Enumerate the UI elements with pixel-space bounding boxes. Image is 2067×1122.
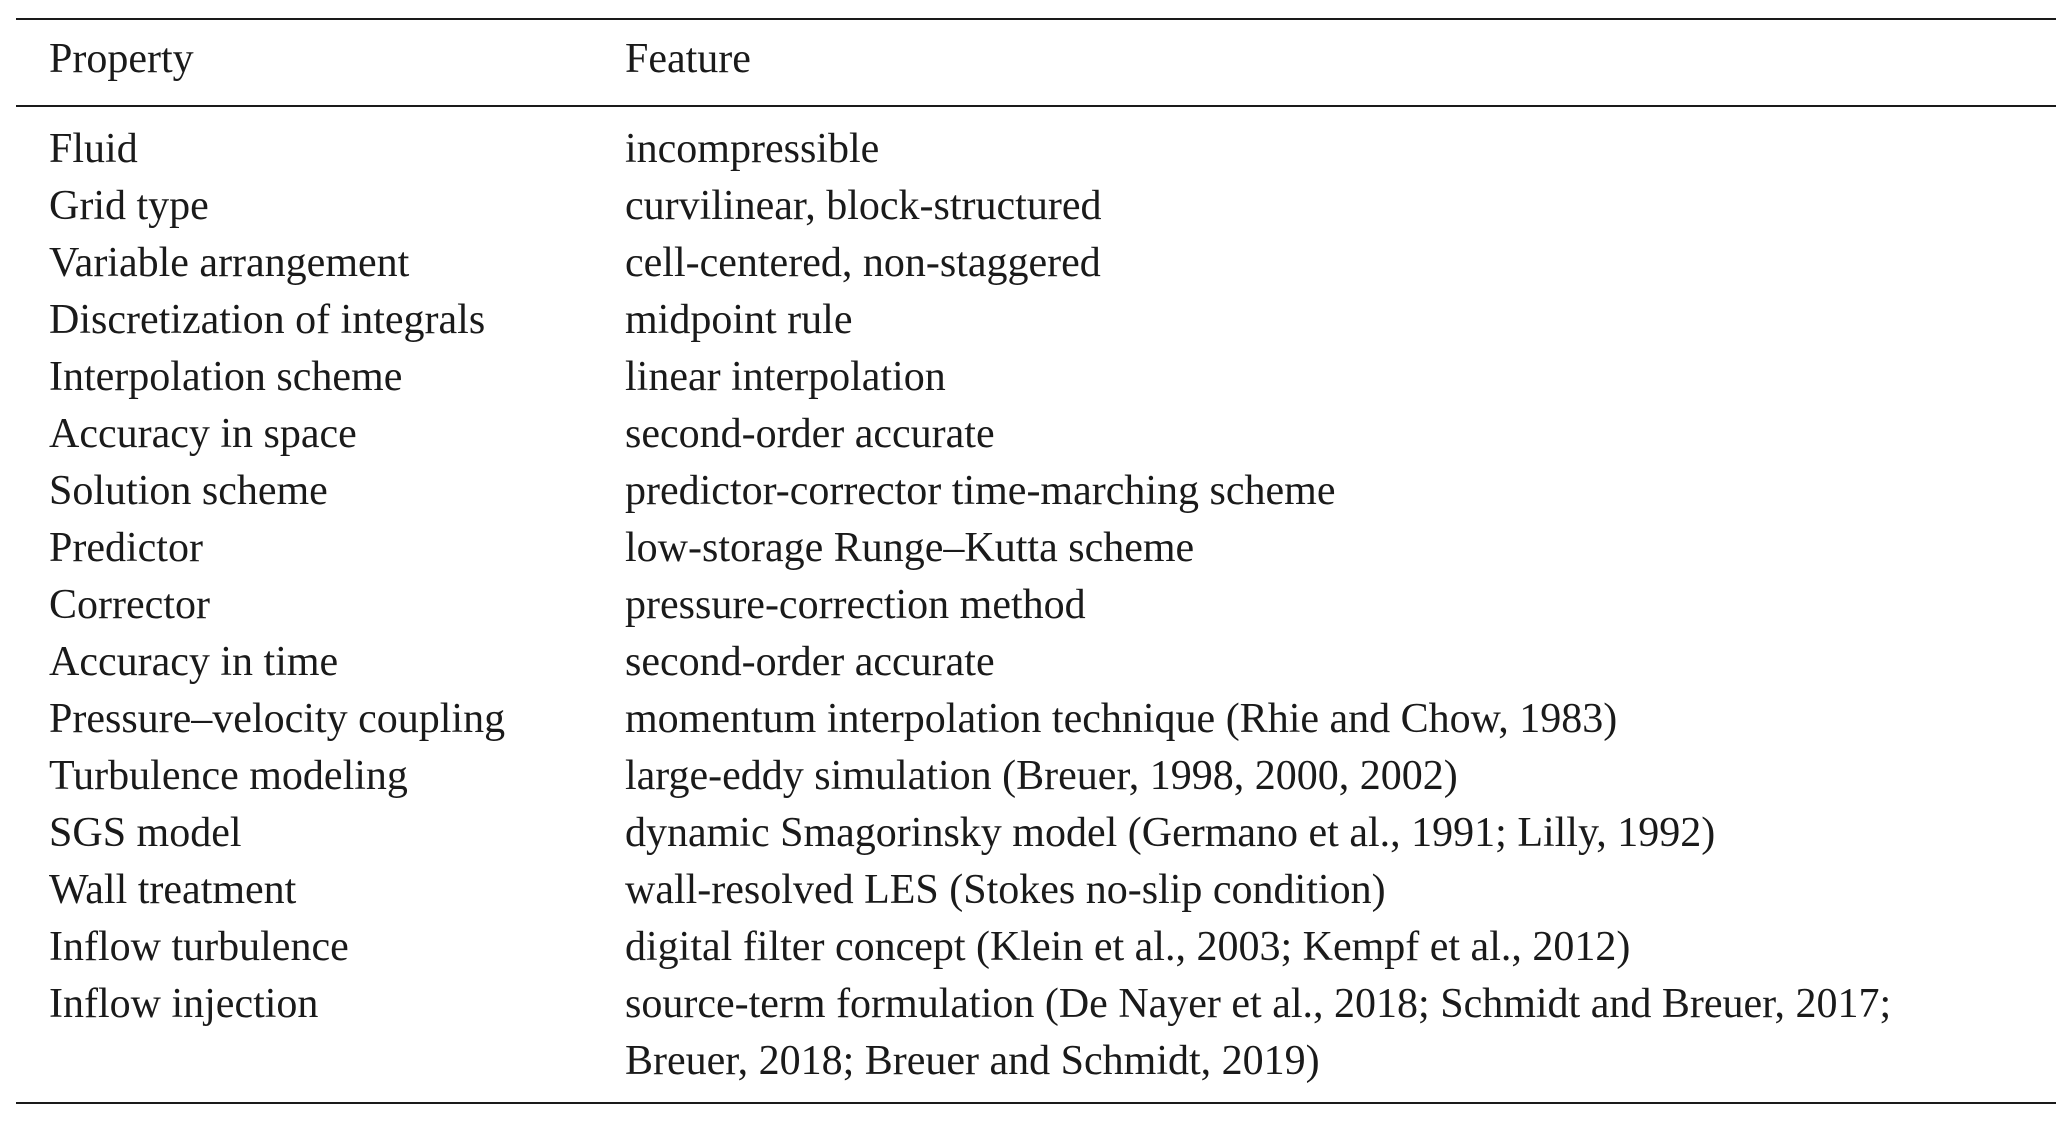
table-bottom-rule xyxy=(16,1102,2056,1104)
cell-property: Grid type xyxy=(49,183,209,229)
cell-property: Variable arrangement xyxy=(49,240,410,286)
cell-feature: second-order accurate xyxy=(625,411,995,457)
cell-feature: pressure-correction method xyxy=(625,582,1086,628)
table-top-rule xyxy=(16,18,2056,20)
cell-feature: cell-centered, non-staggered xyxy=(625,240,1101,286)
cell-feature: dynamic Smagorinsky model (Germano et al., 1991; Lilly, 1992) xyxy=(625,810,1716,856)
cell-property: Pressure–velocity coupling xyxy=(49,696,506,742)
cell-property: Predictor xyxy=(49,525,203,571)
cell-feature: curvilinear, block-structured xyxy=(625,183,1102,229)
cell-property: Inflow turbulence xyxy=(49,924,349,970)
cell-property: Fluid xyxy=(49,126,138,172)
cell-feature-continuation: Breuer, 2018; Breuer and Schmidt, 2019) xyxy=(625,1038,1320,1084)
cell-feature: large-eddy simulation (Breuer, 1998, 2000, 2002) xyxy=(625,753,1458,799)
cell-property: Solution scheme xyxy=(49,468,328,514)
cell-feature: linear interpolation xyxy=(625,354,946,400)
cell-property: Accuracy in time xyxy=(49,639,339,685)
cell-feature: low-storage Runge–Kutta scheme xyxy=(625,525,1195,571)
cell-property: Accuracy in space xyxy=(49,411,357,457)
cell-property: Inflow injection xyxy=(49,981,319,1027)
cell-property: Corrector xyxy=(49,582,210,628)
cell-property: Wall treatment xyxy=(49,867,297,913)
cell-property: SGS model xyxy=(49,810,242,856)
cell-property: Turbulence modeling xyxy=(49,753,408,799)
table-header-rule xyxy=(16,105,2056,107)
cell-feature: incompressible xyxy=(625,126,880,172)
cell-feature: wall-resolved LES (Stokes no-slip condition) xyxy=(625,867,1386,913)
cell-feature: momentum interpolation technique (Rhie and Chow, 1983) xyxy=(625,696,1618,742)
cell-feature: digital filter concept (Klein et al., 2003; Kempf et al., 2012) xyxy=(625,924,1631,970)
header-feature: Feature xyxy=(625,36,751,82)
cell-feature: midpoint rule xyxy=(625,297,853,343)
cell-feature: second-order accurate xyxy=(625,639,995,685)
cell-feature: source-term formulation (De Nayer et al., 2018; Schmidt and Breuer, 2017; xyxy=(625,981,1892,1027)
header-property: Property xyxy=(49,36,194,82)
cell-property: Discretization of integrals xyxy=(49,297,486,343)
cell-feature: predictor-corrector time-marching scheme xyxy=(625,468,1336,514)
cell-property: Interpolation scheme xyxy=(49,354,403,400)
